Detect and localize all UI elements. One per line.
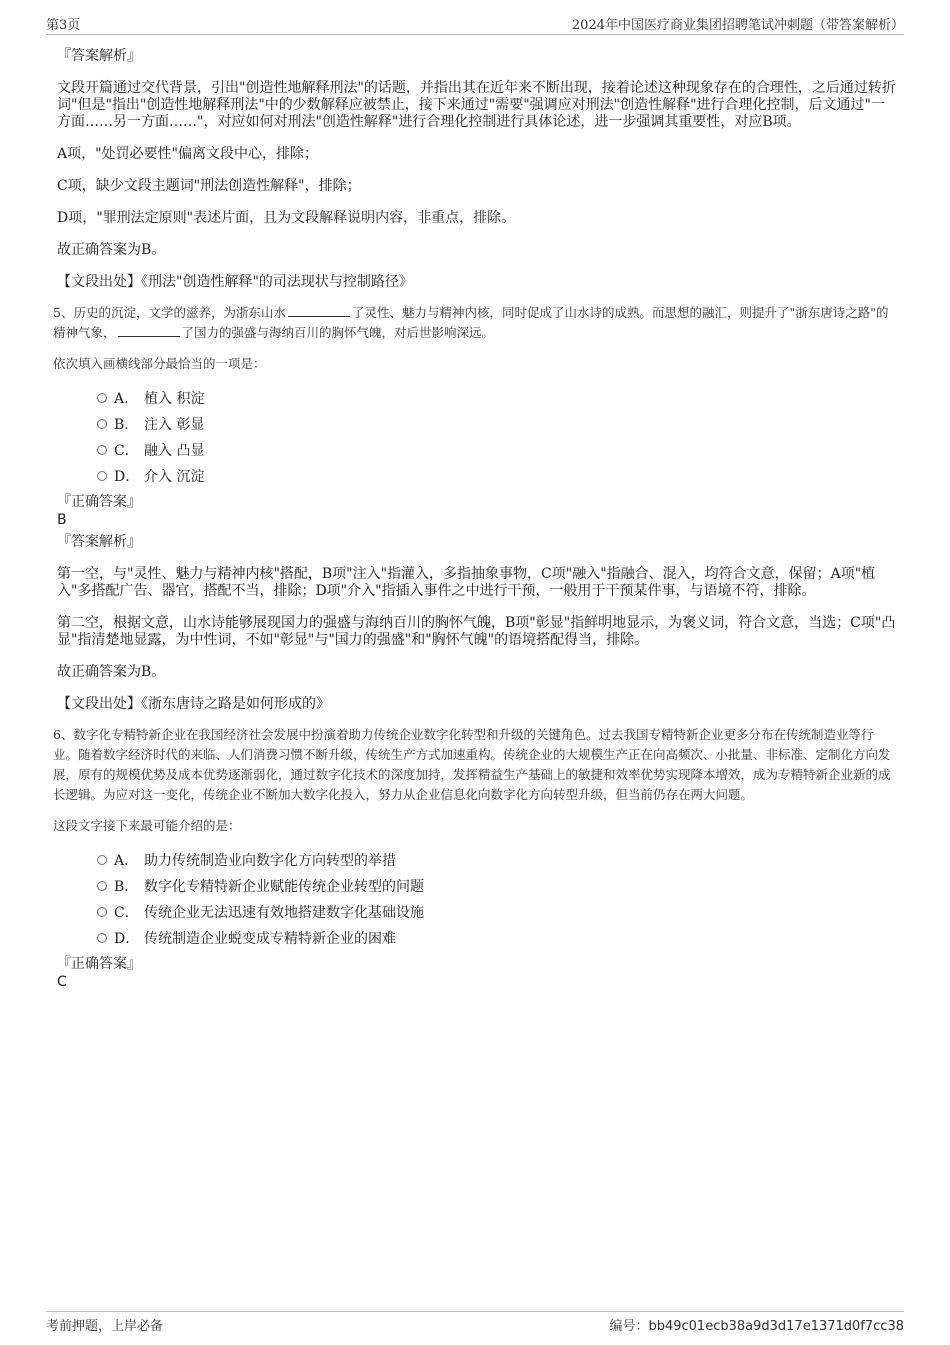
question-prompt: 依次填入画横线部分最恰当的一项是：	[53, 356, 266, 371]
option-a[interactable]: A． 助力传统制造业向数字化方向转型的举措	[97, 848, 897, 874]
radio-icon[interactable]	[97, 393, 107, 403]
option-b[interactable]: B． 数字化专精特新企业赋能传统企业转型的问题	[97, 874, 897, 900]
page-footer	[46, 1311, 904, 1337]
radio-icon[interactable]	[97, 933, 107, 943]
page-number: 第3页	[46, 18, 81, 33]
option-c[interactable]: C． 传统企业无法迅速有效地搭建数字化基础设施	[97, 900, 897, 926]
footer-slogan: 考前押题，上岸必备	[46, 1319, 164, 1334]
option-d[interactable]: D． 传统制造企业蜕变成专精特新企业的困难	[97, 926, 897, 952]
analysis-paragraph: 第二空，根据文意，山水诗能够展现国力的强盛与海纳百川的胸怀气魄，B项"彰显"指鲜明地显示，为褒义词，符合文意，当选；C项"凸显"指清楚地显露，为中性词，不如"彰显"与"国力的强盛"和"胸怀气魄"的语境搭配得当，排除。	[57, 615, 896, 648]
radio-icon[interactable]	[97, 471, 107, 481]
analysis-paragraph: A项，"处罚必要性"偏离文段中心，排除；	[57, 146, 318, 162]
page-header	[46, 14, 904, 35]
option-a[interactable]: A． 植入 积淀	[97, 386, 897, 412]
correct-answer: C	[57, 974, 67, 990]
source-citation: 【文段出处】《刑法"创造性解释"的司法现状与控制路径》	[57, 274, 413, 290]
radio-icon[interactable]	[97, 907, 107, 917]
answer-conclusion: 故正确答案为B。	[57, 664, 166, 680]
question-prompt: 这段文字接下来最可能介绍的是：	[53, 818, 241, 833]
analysis-paragraph: D项，"罪刑法定原则"表述片面，且为文段解释说明内容，非重点，排除。	[57, 210, 516, 226]
blank-line	[118, 324, 180, 337]
analysis-paragraph: 文段开篇通过交代背景，引出"创造性地解释刑法"的话题，并指出其在近年来不断出现，接着论述这种现象存在的合理性，之后通过转折词"但是"指出"创造性地解释刑法"中的少数解释应被禁止，接下来通过"需要"强调应对刑法"创造性解释"进行合理化控制，后文通过"一方面……另一方面……"，对应如何对刑法"创造性解释"进行合理化控制进行具体论述，进一步强调其重要性，对应B项。	[57, 80, 896, 130]
document-code: 编号：bb49c01ecb38a9d3d17e1371d0f7cc38	[609, 1319, 904, 1334]
document-title: 2024年中国医疗商业集团招聘笔试冲刺题（带答案解析）	[571, 18, 904, 33]
source-citation: 【文段出处】《浙东唐诗之路是如何形成的》	[57, 696, 330, 712]
analysis-paragraph: 第一空，与"灵性、魅力与精神内核"搭配，B项"注入"指灌入，多指抽象事物，C项"融入"指融合、混入，均符合文意，保留；A项"植入"多搭配广告、器官，搭配不当，排除；D项"介入"指插入事件之中进行干预，一般用于干预某件事，与语境不符，排除。	[57, 566, 876, 599]
analysis-label: 『答案解析』	[57, 534, 141, 550]
options-list	[97, 386, 897, 490]
page-content	[53, 46, 897, 990]
question-stem: 5、历史的沉淀，文学的滋养，为浙东山水 了灵性、魅力与精神内核，同时促成了山水诗的成熟。而思想的融汇，则提升了"浙东唐诗之路"的精神气象， 了国力的强盛与海纳百川的胸怀气魄，对后世影响深远。	[53, 305, 889, 340]
correct-answer: B	[57, 512, 67, 528]
blank-line	[288, 304, 350, 317]
option-d[interactable]: D． 介入 沉淀	[97, 464, 897, 490]
radio-icon[interactable]	[97, 445, 107, 455]
answer-conclusion: 故正确答案为B。	[57, 242, 166, 258]
options-list	[97, 848, 897, 952]
correct-answer-label: 『正确答案』	[57, 956, 141, 972]
analysis-paragraph: C项，缺少文段主题词"刑法创造性解释"，排除；	[57, 178, 361, 194]
radio-icon[interactable]	[97, 419, 107, 429]
question-stem: 6、数字化专精特新企业在我国经济社会发展中扮演着助力传统企业数字化转型和升级的关键角色。过去我国专精特新企业更多分布在传统制造业等行业。随着数字经济时代的来临、人们消费习惯不断升级，传统生产方式加速重构。传统企业的大规模生产正在向高频次、小批量、非标准、定制化方向发展，原有的规模优势及成本优势逐渐弱化，通过数字化技术的深度加持，发挥精益生产基础上的敏捷和效率优势实现降本增效，成为专精特新企业新的成长逻辑。为应对这一变化，传统企业不断加大数字化投入，努力从企业信息化向数字化方向转型升级，但当前仍存在两大问题。	[53, 727, 891, 802]
radio-icon[interactable]	[97, 881, 107, 891]
option-c[interactable]: C． 融入 凸显	[97, 438, 897, 464]
correct-answer-label: 『正确答案』	[57, 494, 141, 510]
option-b[interactable]: B． 注入 彰显	[97, 412, 897, 438]
analysis-label: 『答案解析』	[57, 48, 141, 64]
radio-icon[interactable]	[97, 855, 107, 865]
